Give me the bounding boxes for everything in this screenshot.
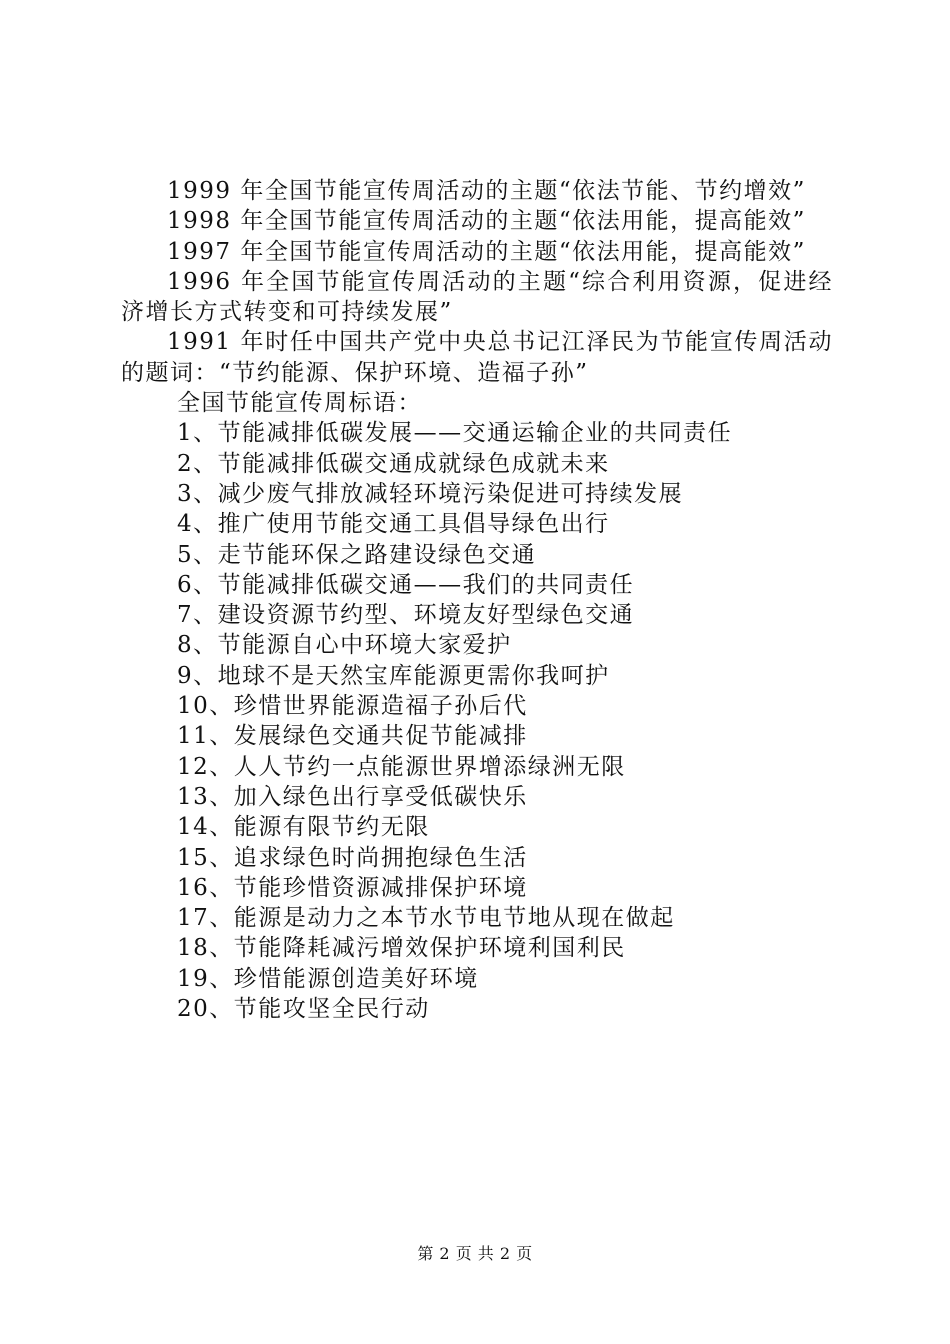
theme-1999: 1999 年全国节能宣传周活动的主题“依法节能、节约增效”: [167, 178, 806, 204]
document-body: [121, 176, 833, 1024]
slogan-item: 2、节能减排低碳交通成就绿色成就未来: [177, 450, 610, 477]
slogan-item: 8、节能源自心中环境大家爱护: [177, 632, 512, 659]
theme-1998: 1998 年全国节能宣传周活动的主题“依法用能，提高能效”: [167, 208, 806, 235]
slogan-item: 7、建设资源节约型、环境友好型绿色交通: [177, 602, 635, 629]
slogan-item: 18、节能降耗减污增效保护环境利国利民: [177, 935, 626, 962]
slogan-item: 5、走节能环保之路建设绿色交通: [177, 541, 537, 568]
slogan-item: 12、人人节约一点能源世界增添绿洲无限: [177, 753, 626, 780]
slogan-item: 14、能源有限节约无限: [177, 814, 430, 841]
slogan-list: [121, 418, 833, 1024]
slogan-item: 11、发展绿色交通共促节能减排: [177, 723, 528, 750]
slogan-item: 19、珍惜能源创造美好环境: [177, 965, 479, 992]
slogan-item: 4、推广使用节能交通工具倡导绿色出行: [177, 511, 610, 538]
slogan-item: 10、珍惜世界能源造福子孙后代: [177, 693, 528, 720]
slogan-item: 9、地球不是天然宝库能源更需你我呵护: [177, 662, 610, 689]
theme-1996: 1996 年全国节能宣传周活动的主题“综合利用资源，促进经济增长方式转变和可持续发展”: [121, 268, 833, 326]
theme-1997: 1997 年全国节能宣传周活动的主题“依法用能，提高能效”: [167, 238, 806, 265]
slogan-item: 16、节能珍惜资源减排保护环境: [177, 874, 528, 901]
inscription-1991: 1991 年时任中国共产党中央总书记江泽民为节能宣传周活动的题词：“节约能源、保护环境、造福子孙”: [121, 329, 833, 386]
slogan-item: 13、加入绿色出行享受低碳快乐: [177, 783, 528, 810]
slogan-item: 17、能源是动力之本节水节电节地从现在做起: [177, 905, 675, 932]
slogan-item: 20、节能攻坚全民行动: [177, 996, 430, 1023]
slogans-heading: 全国节能宣传周标语：: [177, 390, 422, 417]
slogan-item: 6、节能减排低碳交通——我们的共同责任: [177, 571, 635, 598]
page-footer: 第 2 页 共 2 页: [417, 1244, 533, 1263]
slogan-item: 1、节能减排低碳发展——交通运输企业的共同责任: [177, 420, 733, 447]
slogan-item: 15、追求绿色时尚拥抱绿色生活: [177, 844, 528, 871]
slogan-item: 3、减少废气排放减轻环境污染促进可持续发展: [177, 480, 684, 507]
